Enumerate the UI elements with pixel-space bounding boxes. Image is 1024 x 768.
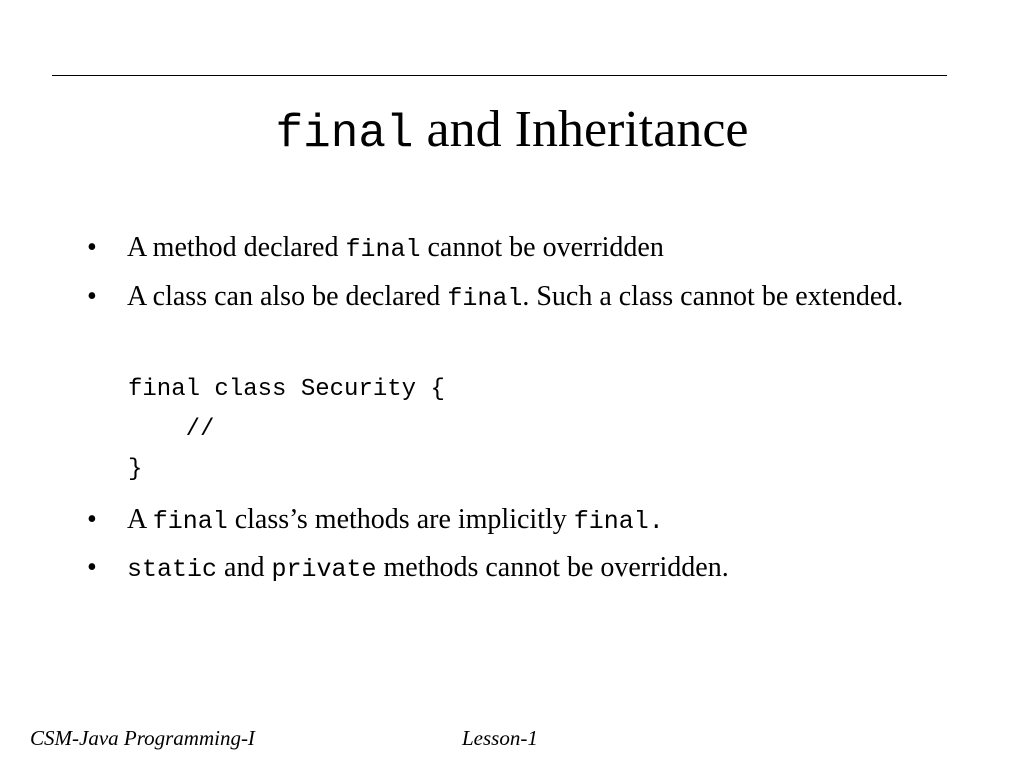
bullet-item bbox=[87, 226, 927, 271]
bullet-marker: • bbox=[87, 552, 97, 583]
inline-code: final bbox=[152, 507, 228, 536]
inline-code: final bbox=[345, 235, 421, 264]
bullet-text: methods cannot be overridden. bbox=[376, 552, 729, 583]
inline-code: final bbox=[447, 284, 523, 313]
code-line: // bbox=[128, 416, 215, 443]
title-text: and Inheritance bbox=[413, 101, 749, 158]
footer-course: CSM-Java Programming-I bbox=[30, 726, 255, 750]
bullet-text: class’s methods are implicitly bbox=[227, 504, 574, 535]
inline-code: static bbox=[127, 555, 218, 584]
title-keyword: final bbox=[275, 108, 414, 160]
code-block bbox=[128, 370, 445, 490]
bullet-text: A class can also be declared bbox=[127, 281, 448, 312]
code-line: final class Security { bbox=[128, 376, 445, 403]
bullet-item bbox=[87, 275, 917, 320]
bullet-marker: • bbox=[87, 232, 97, 263]
bullet-text: A method declared bbox=[127, 232, 346, 263]
code-line: } bbox=[128, 456, 143, 483]
top-divider bbox=[52, 75, 947, 76]
inline-code: private bbox=[271, 555, 377, 584]
bullet-marker: • bbox=[87, 281, 97, 312]
inline-code: final. bbox=[573, 507, 664, 536]
bullet-text: A bbox=[127, 504, 153, 535]
slide-title bbox=[0, 98, 1024, 166]
footer-lesson: Lesson-1 bbox=[462, 726, 538, 750]
bullet-text: cannot be overridden bbox=[420, 232, 664, 263]
bullet-text: . Such a class cannot be extended. bbox=[522, 281, 904, 312]
bullet-text: and bbox=[217, 552, 272, 583]
bullet-marker: • bbox=[87, 504, 97, 535]
bullet-item bbox=[87, 546, 927, 591]
bullet-item bbox=[87, 498, 927, 543]
